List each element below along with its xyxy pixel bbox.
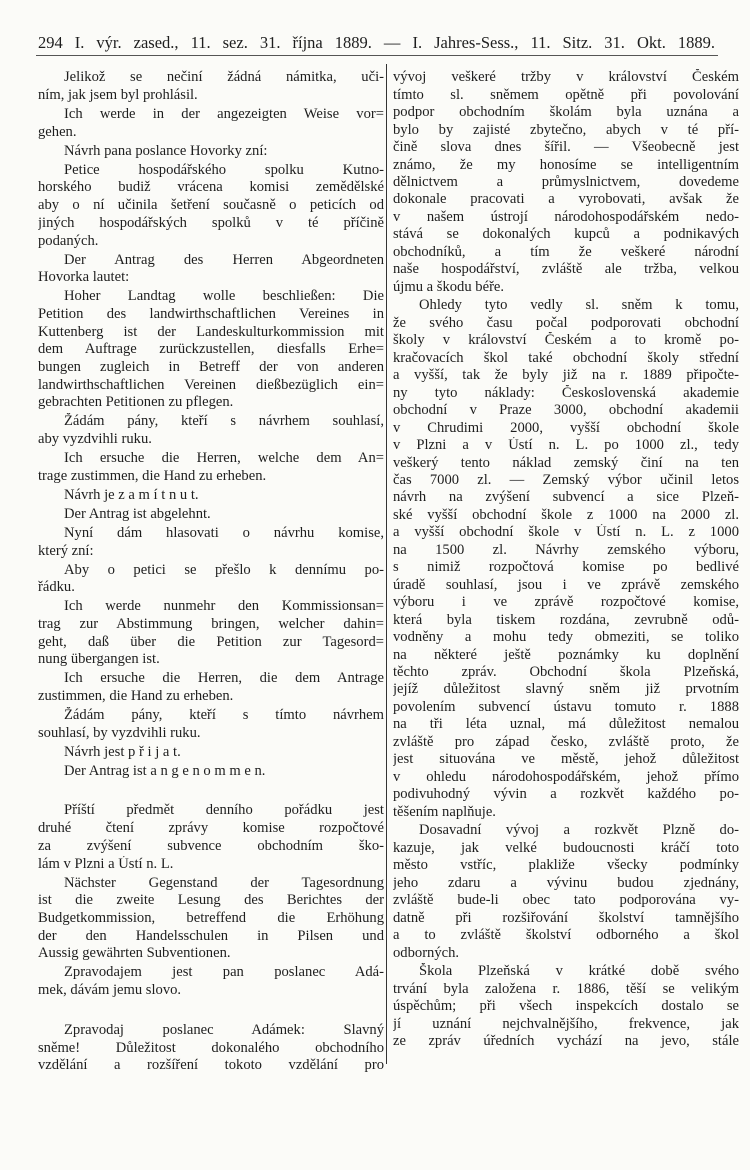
text-line: Ohledy tyto vedly sl. sněm k tomu, xyxy=(419,297,739,314)
text-line: gehen. xyxy=(38,123,77,140)
text-line: veškerý tento náklad zemský činí na ten xyxy=(393,454,739,471)
text-line: a vyšší, tak že byly již na r. 1889 připočte- xyxy=(393,367,739,384)
paragraph xyxy=(38,562,384,597)
paragraph xyxy=(38,450,384,485)
text-line: Ich ersuche die Herren, welche dem An= xyxy=(64,450,384,467)
text-line: gebrachten Petitionen zu pflegen. xyxy=(38,394,234,411)
text-line: stává se dokonalých kupců a podnikavých xyxy=(393,226,739,243)
text-line: těšením naplňuje. xyxy=(393,803,496,820)
text-line: vzdělání a rozšíření tokoto vzdělání pro xyxy=(38,1057,384,1074)
text-line: čas 7000 zl. — Zemský výbor učinil letos xyxy=(393,472,739,489)
text-line: trage zustimmen, die Hand zu erheben. xyxy=(38,467,267,484)
text-line: jeho zdaru a vývinu budou zjednány, xyxy=(393,874,739,891)
text-line: Der Antrag ist a n g e n o m m e n. xyxy=(64,762,266,779)
text-line: vodněny a mohu tedy obmeziti, se toliko xyxy=(393,629,739,646)
text-line: geht, daß über die Petition zur Tagesord= xyxy=(38,633,384,650)
text-line: Nächster Gegenstand der Tagesordnung xyxy=(64,874,384,891)
text-line: odborných. xyxy=(393,944,460,961)
paragraph xyxy=(393,822,739,962)
paragraph xyxy=(38,288,384,412)
paragraph xyxy=(393,963,739,1050)
paragraph xyxy=(38,69,384,104)
text-line: návrh na zvýšení subvencí a sice Plzeň- xyxy=(393,489,739,506)
text-line: Der Antrag ist abgelehnt. xyxy=(64,505,211,522)
paragraph xyxy=(38,252,384,287)
paragraph xyxy=(38,763,384,781)
text-line: město vstříc, plakliže všecky podmínky xyxy=(393,857,739,874)
paragraph xyxy=(38,106,384,141)
text-line: obchodní v Praze 3000, obchodní akademii xyxy=(393,402,739,419)
text-line: Návrh pana poslance Hovorky zní: xyxy=(64,142,268,159)
paragraph xyxy=(38,487,384,505)
text-line: Návrh je z a m í t n u t. xyxy=(64,486,199,503)
text-line: podaných. xyxy=(38,232,99,249)
text-line: na 1500 zl. Návrhy zemského výboru, xyxy=(393,541,739,558)
text-line: Škola Plzeňská v krátké době svého xyxy=(419,963,739,980)
text-line: bungen zugleich in Betreff der von anderen xyxy=(38,359,384,376)
text-line: dem Auftrage zurückzustellen, diesfalls Erhe= xyxy=(38,341,384,358)
text-line: jest situována ve městě, jehož důležitost xyxy=(393,751,739,768)
text-line: zustimmen, die Hand zu erheben. xyxy=(38,688,234,705)
text-line: v Plzni a v Ústí n. L. po 1000 zl., tedy xyxy=(393,437,739,454)
paragraph xyxy=(38,143,384,161)
header-rule xyxy=(36,55,718,56)
text-line: lám v Plzni a Ústí n. L. xyxy=(38,855,174,872)
right-column xyxy=(393,68,739,1051)
paragraph xyxy=(38,744,384,762)
paragraph xyxy=(38,875,384,964)
text-line: úradě souhlasí, jsou i ve zprávě zemského xyxy=(393,576,739,593)
text-line: v ohledu národohospodářském, jehož přímo xyxy=(393,768,739,785)
text-line: který zní: xyxy=(38,542,94,559)
text-line: jiných hospodářských spolků v té příčině xyxy=(38,214,384,231)
paragraph xyxy=(393,69,739,296)
paragraph xyxy=(38,670,384,705)
column-divider xyxy=(386,64,387,1064)
text-line: že svého času počal podporovati obchodní xyxy=(393,314,739,331)
paragraph xyxy=(38,598,384,669)
text-line: dělnictvem a průmyslnictvem, dovedeme xyxy=(393,174,739,191)
text-line: aby vyzdvihli ruku. xyxy=(38,431,152,448)
text-line: sněme! Důležitost dokonalého obchodního xyxy=(38,1039,384,1056)
text-line: Zpravodaj poslanec Adámek: Slavný xyxy=(64,1021,384,1038)
text-line: zvláště bude-li obec tato podporována vy- xyxy=(393,892,739,909)
text-line: úspěchům; při všech inspekcích dostalo se xyxy=(393,998,739,1015)
text-line: souhlasí, by vyzdvihli ruku. xyxy=(38,724,201,741)
text-line: Petition des landwirthschaftlichen Vereines in xyxy=(38,305,384,322)
text-line: která byla tiskem rozdána, zevrubně odů- xyxy=(393,611,739,628)
text-line: čině slova dnes šířil. — Všeobecně jest xyxy=(393,139,739,156)
text-line: školy v království Českém a to kromě po- xyxy=(393,332,739,349)
text-line: Ich werde in der angezeigten Weise vor= xyxy=(64,106,384,122)
text-line: povolením subvencí ústavu tomuto r. 1888 xyxy=(393,698,739,715)
text-line: podpor obchodním školám byla uznána a xyxy=(393,104,739,121)
text-line: jí uznání nejchvalnějšího, frekvence, jak xyxy=(393,1015,739,1032)
text-line: podivuhodný vývin a rozkvět každého po- xyxy=(393,786,739,803)
paragraph xyxy=(38,964,384,999)
text-line: Hovorka lautet: xyxy=(38,269,130,286)
left-column xyxy=(38,68,384,1075)
text-line: v našem ústrojí národohospodářském nedo- xyxy=(393,208,739,225)
paragraph xyxy=(38,506,384,524)
text-line: známo, že my honosíme se intelligentním xyxy=(393,156,739,173)
text-line: nung übergangen ist. xyxy=(38,651,160,668)
text-line: řádku. xyxy=(38,579,75,596)
text-line: a to zvláště školství odborného a škol xyxy=(393,927,739,944)
text-line: na tři léta uznal, má důležitost nemalou xyxy=(393,716,739,733)
text-line: výboru i ve zprávě rozpočtové komise, xyxy=(393,594,739,611)
text-line: Zpravodajem jest pan poslanec Adá- xyxy=(64,964,384,981)
text-line: v Chrudimi 2000, vyšší obchodní škole xyxy=(393,419,739,436)
text-line: Dosavadní vývoj a rozkvět Plzně do- xyxy=(419,822,739,839)
text-line: Ich ersuche die Herren, die dem Antrage xyxy=(64,670,384,687)
text-line: kazuje, jak velké budoucnosti kráčí toto xyxy=(393,839,739,856)
text-line: horského budiž vrácena komisi zemědělské xyxy=(38,179,384,196)
text-line: Ich werde nunmehr den Kommissionsan= xyxy=(64,598,384,615)
text-line: der den Handelsschulen in Pilsen und xyxy=(38,927,384,944)
text-line: ist die zweite Lesung des Berichtes der xyxy=(38,892,384,909)
text-line: za zvýšení subvence obchodním ško- xyxy=(38,837,384,854)
paragraph xyxy=(38,707,384,742)
paragraph xyxy=(393,297,739,821)
text-line: ze zpráv úředních vychází na jevo, stále xyxy=(393,1033,739,1050)
paragraph xyxy=(38,162,384,251)
text-line: Jelikož se nečiní žádná námitka, uči- xyxy=(64,69,384,86)
text-line: Petice hospodářského spolku Kutno- xyxy=(64,161,384,178)
text-line: Aby o petici se přešlo k dennímu po- xyxy=(64,561,384,578)
text-line: bylo by zajisté zbytečno, abych v té pří- xyxy=(393,121,739,138)
paragraph xyxy=(38,802,384,873)
text-line: obchodníků, a tím že veškeré národní xyxy=(393,243,739,260)
text-line: Žádám pány, kteří s tímto návrhem xyxy=(64,707,384,724)
text-line: ské vyšší obchodní škole z 1000 na 2000 zl. xyxy=(393,506,739,523)
text-line: újmu a škodu béře. xyxy=(393,278,505,295)
text-line: Návrh jest p ř i j a t. xyxy=(64,743,181,760)
text-line: landwirthschaftlichen Vereinen dießbezüglich ein= xyxy=(38,376,384,393)
text-line: naše hospodářství, zvláště ale tržba, velkou xyxy=(393,261,739,278)
text-line: jejíž důležitost slavný sněm již prvotním xyxy=(393,681,739,698)
text-line: trag zur Abstimmung bringen, welcher dahin= xyxy=(38,615,384,632)
text-line: ním, jak jsem byl prohlásil. xyxy=(38,87,198,103)
text-line: Aussig gewährten Subventionen. xyxy=(38,945,231,962)
text-line: tímto sl. sněmem opětně při povolování xyxy=(393,86,739,103)
paragraph xyxy=(38,413,384,448)
text-line: Nyní dám hlasovati o návrhu komise, xyxy=(64,524,384,541)
text-line: trvání byla založena r. 1886, těší se velikým xyxy=(393,980,739,997)
page-header: 294 I. výr. zased., 11. sez. 31. října 1889. — I. Jahres-Sess., 11. Sitz. 31. Okt. 1889. xyxy=(38,33,715,52)
text-line: a vyšší obchodní škole v Ústí n. L. z 1000 xyxy=(393,524,739,541)
text-line: datně při rozšiřování školství tamnějšího xyxy=(393,909,739,926)
text-line: s nimiž rozpočtová komise po bedlivé xyxy=(393,559,739,576)
text-line: Der Antrag des Herren Abgeordneten xyxy=(64,251,384,268)
text-line: vývoj veškeré tržby v království Českém xyxy=(393,69,739,86)
text-line: Příští předmět denního pořádku jest xyxy=(64,802,384,819)
text-line: Hoher Landtag wolle beschließen: Die xyxy=(64,288,384,305)
text-line: těchto zpráv. Obchodní škola Plzeňská, xyxy=(393,664,739,680)
text-line: aby o ní učinila šetření současně o peticích od xyxy=(38,197,384,214)
paragraph xyxy=(38,1022,384,1075)
text-line: zvláště pro západ česko, zvláště proto, že xyxy=(393,733,739,750)
paragraph xyxy=(38,525,384,560)
text-line: dokonale pracovati a vyrobovati, avšak že xyxy=(393,191,739,208)
text-line: ny tyto náklady: Československá akademie xyxy=(393,384,739,401)
text-line: kračovacích škol také obchodní školy střední xyxy=(393,349,739,366)
text-line: druhé čtení zprávy komise rozpočtové xyxy=(38,820,384,837)
text-line: Budgetkommission, betreffend die Erhöhung xyxy=(38,909,384,926)
text-line: Žádám pány, kteří s návrhem souhlasí, xyxy=(64,413,384,430)
text-line: Kuttenberg ist der Landeskulturkommission mit xyxy=(38,323,384,340)
text-line: na některé ještě poznámky ku doplnění xyxy=(393,646,739,663)
text-line: mek, dávám jemu slovo. xyxy=(38,982,182,999)
